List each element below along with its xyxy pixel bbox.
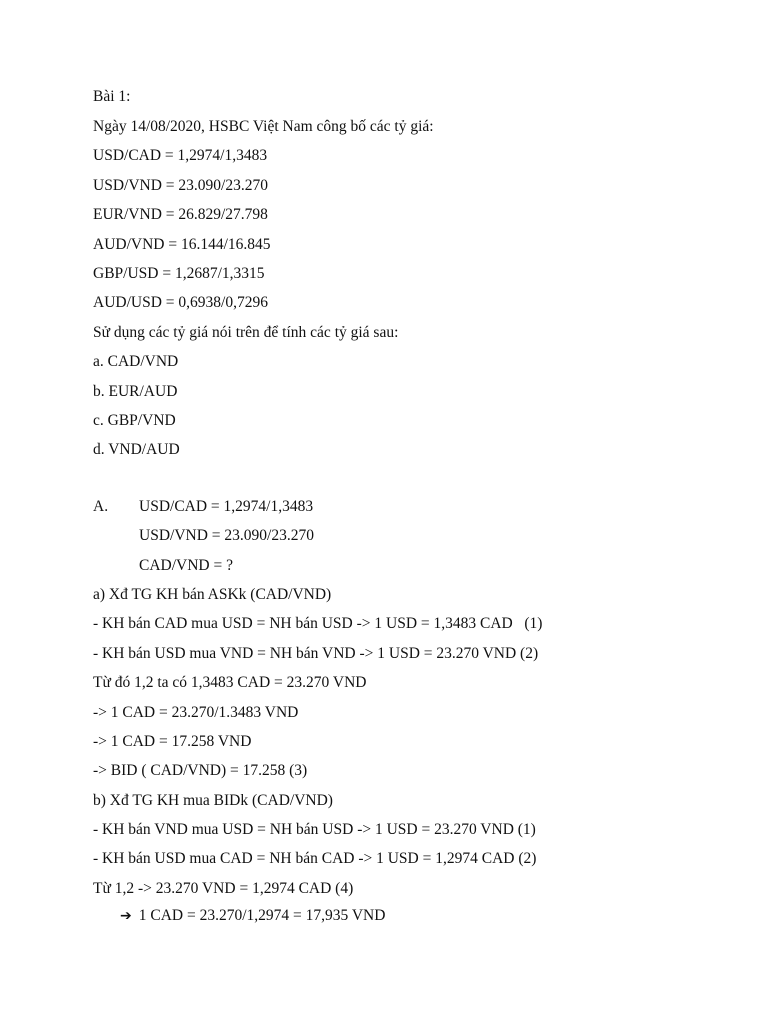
rate-aud-vnd: AUD/VND = 16.144/16.845 [93,236,271,253]
rate-eur-vnd: EUR/VND = 26.829/27.798 [93,206,268,223]
exercise-title: Bài 1: [93,88,131,105]
section-a-given-1: USD/CAD = 1,2974/1,3483 [139,498,314,515]
step-a-line-4: -> 1 CAD = 23.270/1.3483 VND [93,704,299,721]
rate-gbp-usd: GBP/USD = 1,2687/1,3315 [93,265,265,282]
conclusion-text: 1 CAD = 23.270/1,2974 = 17,935 VND [138,907,386,924]
step-b-line-2: - KH bán USD mua CAD = NH bán CAD -> 1 USD = 1,2974 CAD (2) [93,850,537,867]
step-a-line-3: Từ đó 1,2 ta có 1,3483 CAD = 23.270 VND [93,674,367,691]
section-a-question: CAD/VND = ? [139,557,233,574]
conclusion-line [120,907,385,925]
step-a-heading: a) Xđ TG KH bán ASKk (CAD/VND) [93,586,332,603]
step-b-heading: b) Xđ TG KH mua BIDk (CAD/VND) [93,792,333,809]
rate-usd-vnd: USD/VND = 23.090/23.270 [93,177,268,194]
step-b-line-3: Từ 1,2 -> 23.270 VND = 1,2974 CAD (4) [93,880,354,897]
task-instruction: Sử dụng các tỷ giá nói trên để tính các tỷ giá sau: [93,324,399,341]
section-a-marker: A. [93,498,109,515]
step-a-result: -> BID ( CAD/VND) = 17.258 (3) [93,762,308,779]
rate-aud-usd: AUD/USD = 0,6938/0,7296 [93,294,268,311]
right-arrow-icon: ➔ [120,908,132,924]
task-d: d. VND/AUD [93,441,180,458]
section-a-given-2: USD/VND = 23.090/23.270 [139,527,314,544]
section-a-heading [93,498,313,516]
task-c: c. GBP/VND [93,412,176,429]
task-a: a. CAD/VND [93,353,179,370]
step-a-line-5: -> 1 CAD = 17.258 VND [93,733,252,750]
intro-text: Ngày 14/08/2020, HSBC Việt Nam công bố các tỷ giá: [93,118,434,135]
step-a-line-2: - KH bán USD mua VND = NH bán VND -> 1 USD = 23.270 VND (2) [93,645,539,662]
task-b: b. EUR/AUD [93,383,178,400]
step-b-line-1: - KH bán VND mua USD = NH bán USD -> 1 USD = 23.270 VND (1) [93,821,536,838]
rate-usd-cad: USD/CAD = 1,2974/1,3483 [93,147,268,164]
step-a-line-1: - KH bán CAD mua USD = NH bán USD -> 1 USD = 1,3483 CAD (1) [93,615,543,632]
